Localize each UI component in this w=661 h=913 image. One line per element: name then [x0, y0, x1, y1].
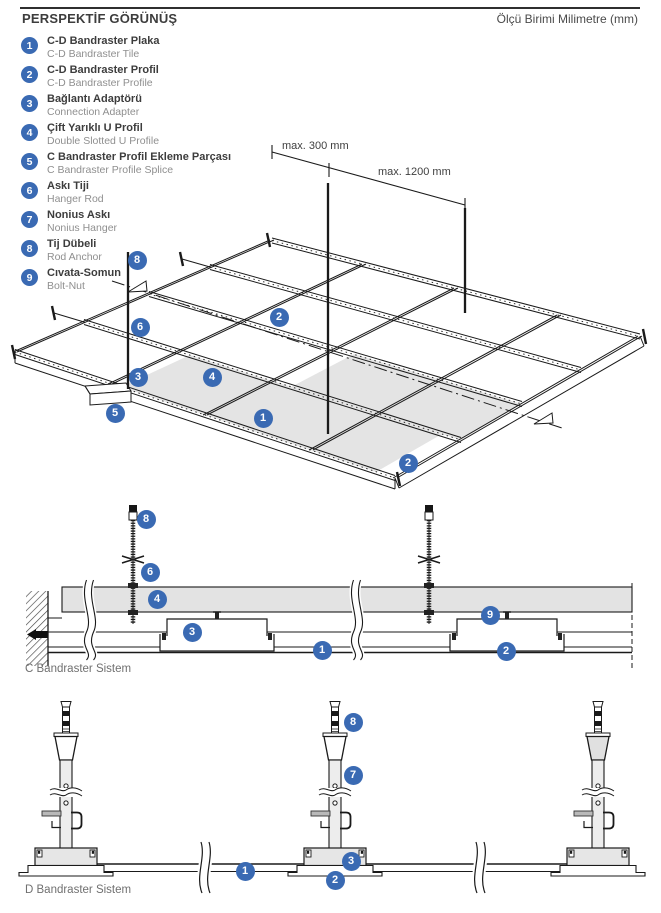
legend-badge-7: 7: [21, 211, 38, 228]
badge-2-profile: 2: [497, 642, 516, 661]
legend-label-en: Hanger Rod: [47, 193, 104, 206]
legend-badge-8: 8: [21, 240, 38, 257]
legend-label-en: Double Slotted U Profile: [47, 135, 160, 148]
legend-badge-2: 2: [21, 66, 38, 83]
connection-adapter: [160, 612, 274, 651]
badge-4-u-profile: 4: [148, 590, 167, 609]
section-arrow-left: [128, 281, 147, 292]
wall-hatch: [26, 591, 48, 666]
badge-1-tile: 1: [236, 862, 255, 881]
legend-label-tr: C Bandraster Profil Ekleme Parçası: [47, 151, 232, 163]
nonius-hanger-assembly: [288, 702, 382, 877]
badge-5-profile-splice: 5: [106, 404, 125, 423]
badge-8-rod-anchor: 8: [344, 713, 363, 732]
nonius-hanger-assembly: [551, 702, 645, 877]
legend-label-en: C-D Bandraster Tile: [47, 48, 140, 61]
legend-badge-3: 3: [21, 95, 38, 112]
badge-2-profile: 2: [326, 871, 345, 890]
legend-label-en: C Bandraster Profile Splice: [47, 164, 174, 177]
legend-label-tr: Tij Dübeli: [47, 238, 97, 250]
dimension-lines: [272, 145, 465, 212]
badge-2-profile: 2: [270, 308, 289, 327]
badge-3-connection-adapter: 3: [342, 852, 361, 871]
badge-1-tile: 1: [313, 641, 332, 660]
legend-label-tr: Askı Tiji: [47, 180, 89, 192]
nonius-hanger-assembly: [19, 702, 113, 877]
badge-3-connection-adapter: 3: [183, 623, 202, 642]
badge-4-u-profile: 4: [203, 368, 222, 387]
legend-badge-1: 1: [21, 37, 38, 54]
d-bandraster-section: [19, 702, 645, 894]
badge-2-profile: 2: [399, 454, 418, 473]
legend-badge-6: 6: [21, 182, 38, 199]
legend-label-en: C-D Bandraster Profile: [47, 77, 153, 90]
unit-note: Ölçü Birimi Milimetre (mm): [496, 12, 638, 26]
section-arrow-right: [534, 413, 553, 424]
badge-8-rod-anchor: 8: [128, 251, 147, 270]
perspective-view: [12, 145, 646, 489]
legend-badge-9: 9: [21, 269, 38, 286]
page-title: PERSPEKTİF GÖRÜNÜŞ: [22, 11, 178, 26]
legend-label-tr: Nonius Askı: [47, 209, 111, 221]
badge-1-tile: 1: [254, 409, 273, 428]
legend-label-en: Bolt-Nut: [47, 280, 85, 293]
legend-label-en: Nonius Hanger: [47, 222, 118, 235]
badge-8-rod-anchor: 8: [137, 510, 156, 529]
badge-9-bolt-nut: 9: [481, 606, 500, 625]
legend-label-tr: Çift Yarıklı U Profil: [47, 122, 143, 134]
dimension-label-300: max. 300 mm: [282, 140, 349, 152]
legend-badge-5: 5: [21, 153, 38, 170]
legend-badge-4: 4: [21, 124, 38, 141]
legend-label-en: Rod Anchor: [47, 251, 102, 264]
dimension-label-1200: max. 1200 mm: [378, 166, 451, 178]
legend-label-en: Connection Adapter: [47, 106, 140, 119]
badge-6-hanger-rod: 6: [131, 318, 150, 337]
c-section-label: C Bandraster Sistem: [25, 663, 132, 675]
badge-7-nonius-hanger: 7: [344, 766, 363, 785]
d-section-label: D Bandraster Sistem: [25, 884, 132, 896]
profile-splice-piece: [85, 383, 131, 405]
break-symbol: [475, 842, 486, 893]
legend-label-tr: C-D Bandraster Profil: [47, 64, 159, 76]
legend-label-tr: Bağlantı Adaptörü: [47, 93, 142, 105]
badge-3-connection-adapter: 3: [129, 368, 148, 387]
legend-label-tr: Cıvata-Somun: [47, 267, 121, 279]
badge-6-hanger-rod: 6: [141, 563, 160, 582]
break-symbol: [200, 842, 211, 893]
legend-label-tr: C-D Bandraster Plaka: [47, 35, 160, 47]
